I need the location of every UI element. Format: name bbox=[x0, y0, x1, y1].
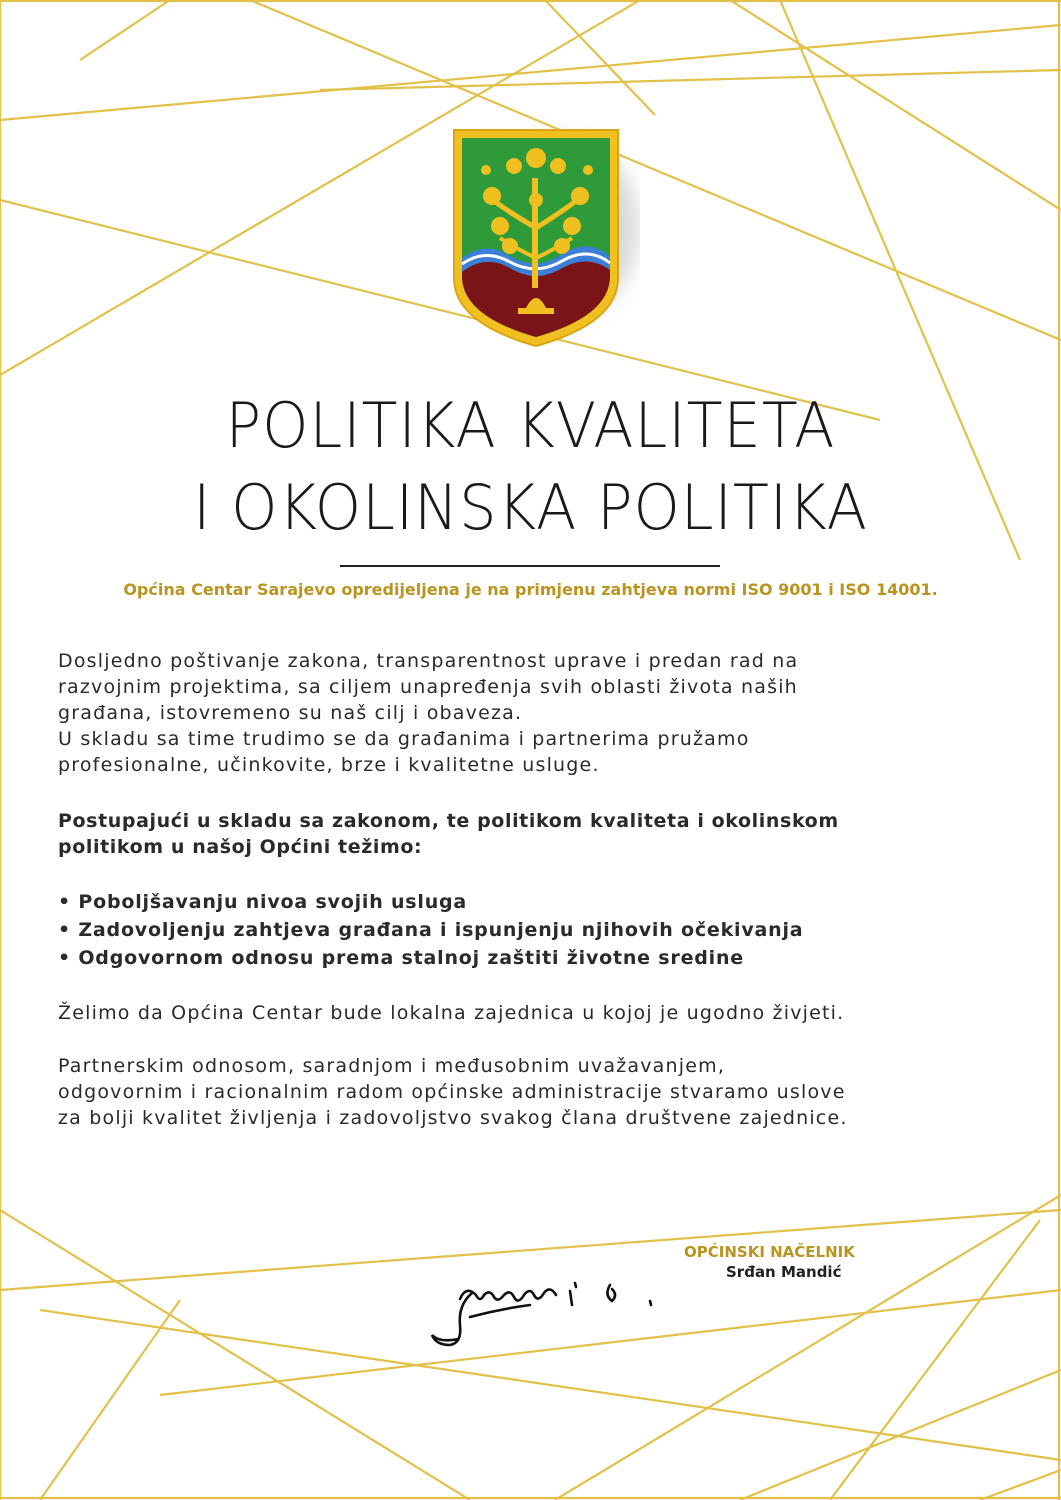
paragraph-line: za bolji kvalitet življenja i zadovoljstvo svakog člana društvene zajednice. bbox=[58, 1107, 848, 1129]
subtitle: Općina Centar Sarajevo opredijeljena je na primjenu zahtjeva normi ISO 9001 i ISO 14001. bbox=[123, 580, 938, 599]
paragraph-line: razvojnim projektima, sa ciljem unapređenja svih oblasti života naših bbox=[58, 676, 798, 698]
signatory-name: Srđan Mandić bbox=[726, 1263, 842, 1281]
signatory-title: OPĆINSKI NAČELNIK bbox=[684, 1243, 855, 1261]
paragraph-line: profesionalne, učinkovite, brze i kvalitetne usluge. bbox=[58, 754, 600, 776]
paragraph-line: U skladu sa time trudimo se da građanima i partnerima pružamo bbox=[58, 728, 750, 750]
signature-icon bbox=[410, 1265, 670, 1355]
title-divider bbox=[340, 565, 720, 567]
paragraph-line: politikom u našoj Općini težimo: bbox=[58, 836, 423, 858]
paragraph-line: Postupajući u skladu sa zakonom, te politikom kvaliteta i okolinskom bbox=[58, 810, 839, 832]
paragraph-partnership bbox=[58, 1053, 1018, 1131]
paragraph-line: Partnerskim odnosom, saradnjom i međusobnim uvažavanjem, bbox=[58, 1055, 726, 1077]
page-title-line-2: I OKOLINSKA POLITIKA bbox=[193, 471, 868, 544]
paragraph-aims-intro bbox=[58, 808, 1018, 860]
paragraph-commitment bbox=[58, 648, 1018, 778]
paragraph-vision: Želimo da Općina Centar bude lokalna zajednica u kojoj je ugodno živjeti. bbox=[58, 1002, 845, 1024]
paragraph-line: odgovornim i racionalnim radom općinske administracije stvaramo uslove bbox=[58, 1081, 846, 1103]
list-item: • Poboljšavanju nivoa svojih usluga bbox=[58, 888, 803, 916]
list-item: • Odgovornom odnosu prema stalnoj zaštiti životne sredine bbox=[58, 944, 803, 972]
coat-of-arms-icon bbox=[430, 118, 640, 358]
paragraph-line: građana, istovremeno su naš cilj i obaveza. bbox=[58, 702, 523, 724]
goals-list bbox=[58, 888, 803, 972]
page-title-line-1: POLITIKA KVALITETA bbox=[225, 389, 836, 462]
list-item: • Zadovoljenju zahtjeva građana i ispunjenju njihovih očekivanja bbox=[58, 916, 803, 944]
paragraph-line: Dosljedno poštivanje zakona, transparentnost uprave i predan rad na bbox=[58, 650, 799, 672]
